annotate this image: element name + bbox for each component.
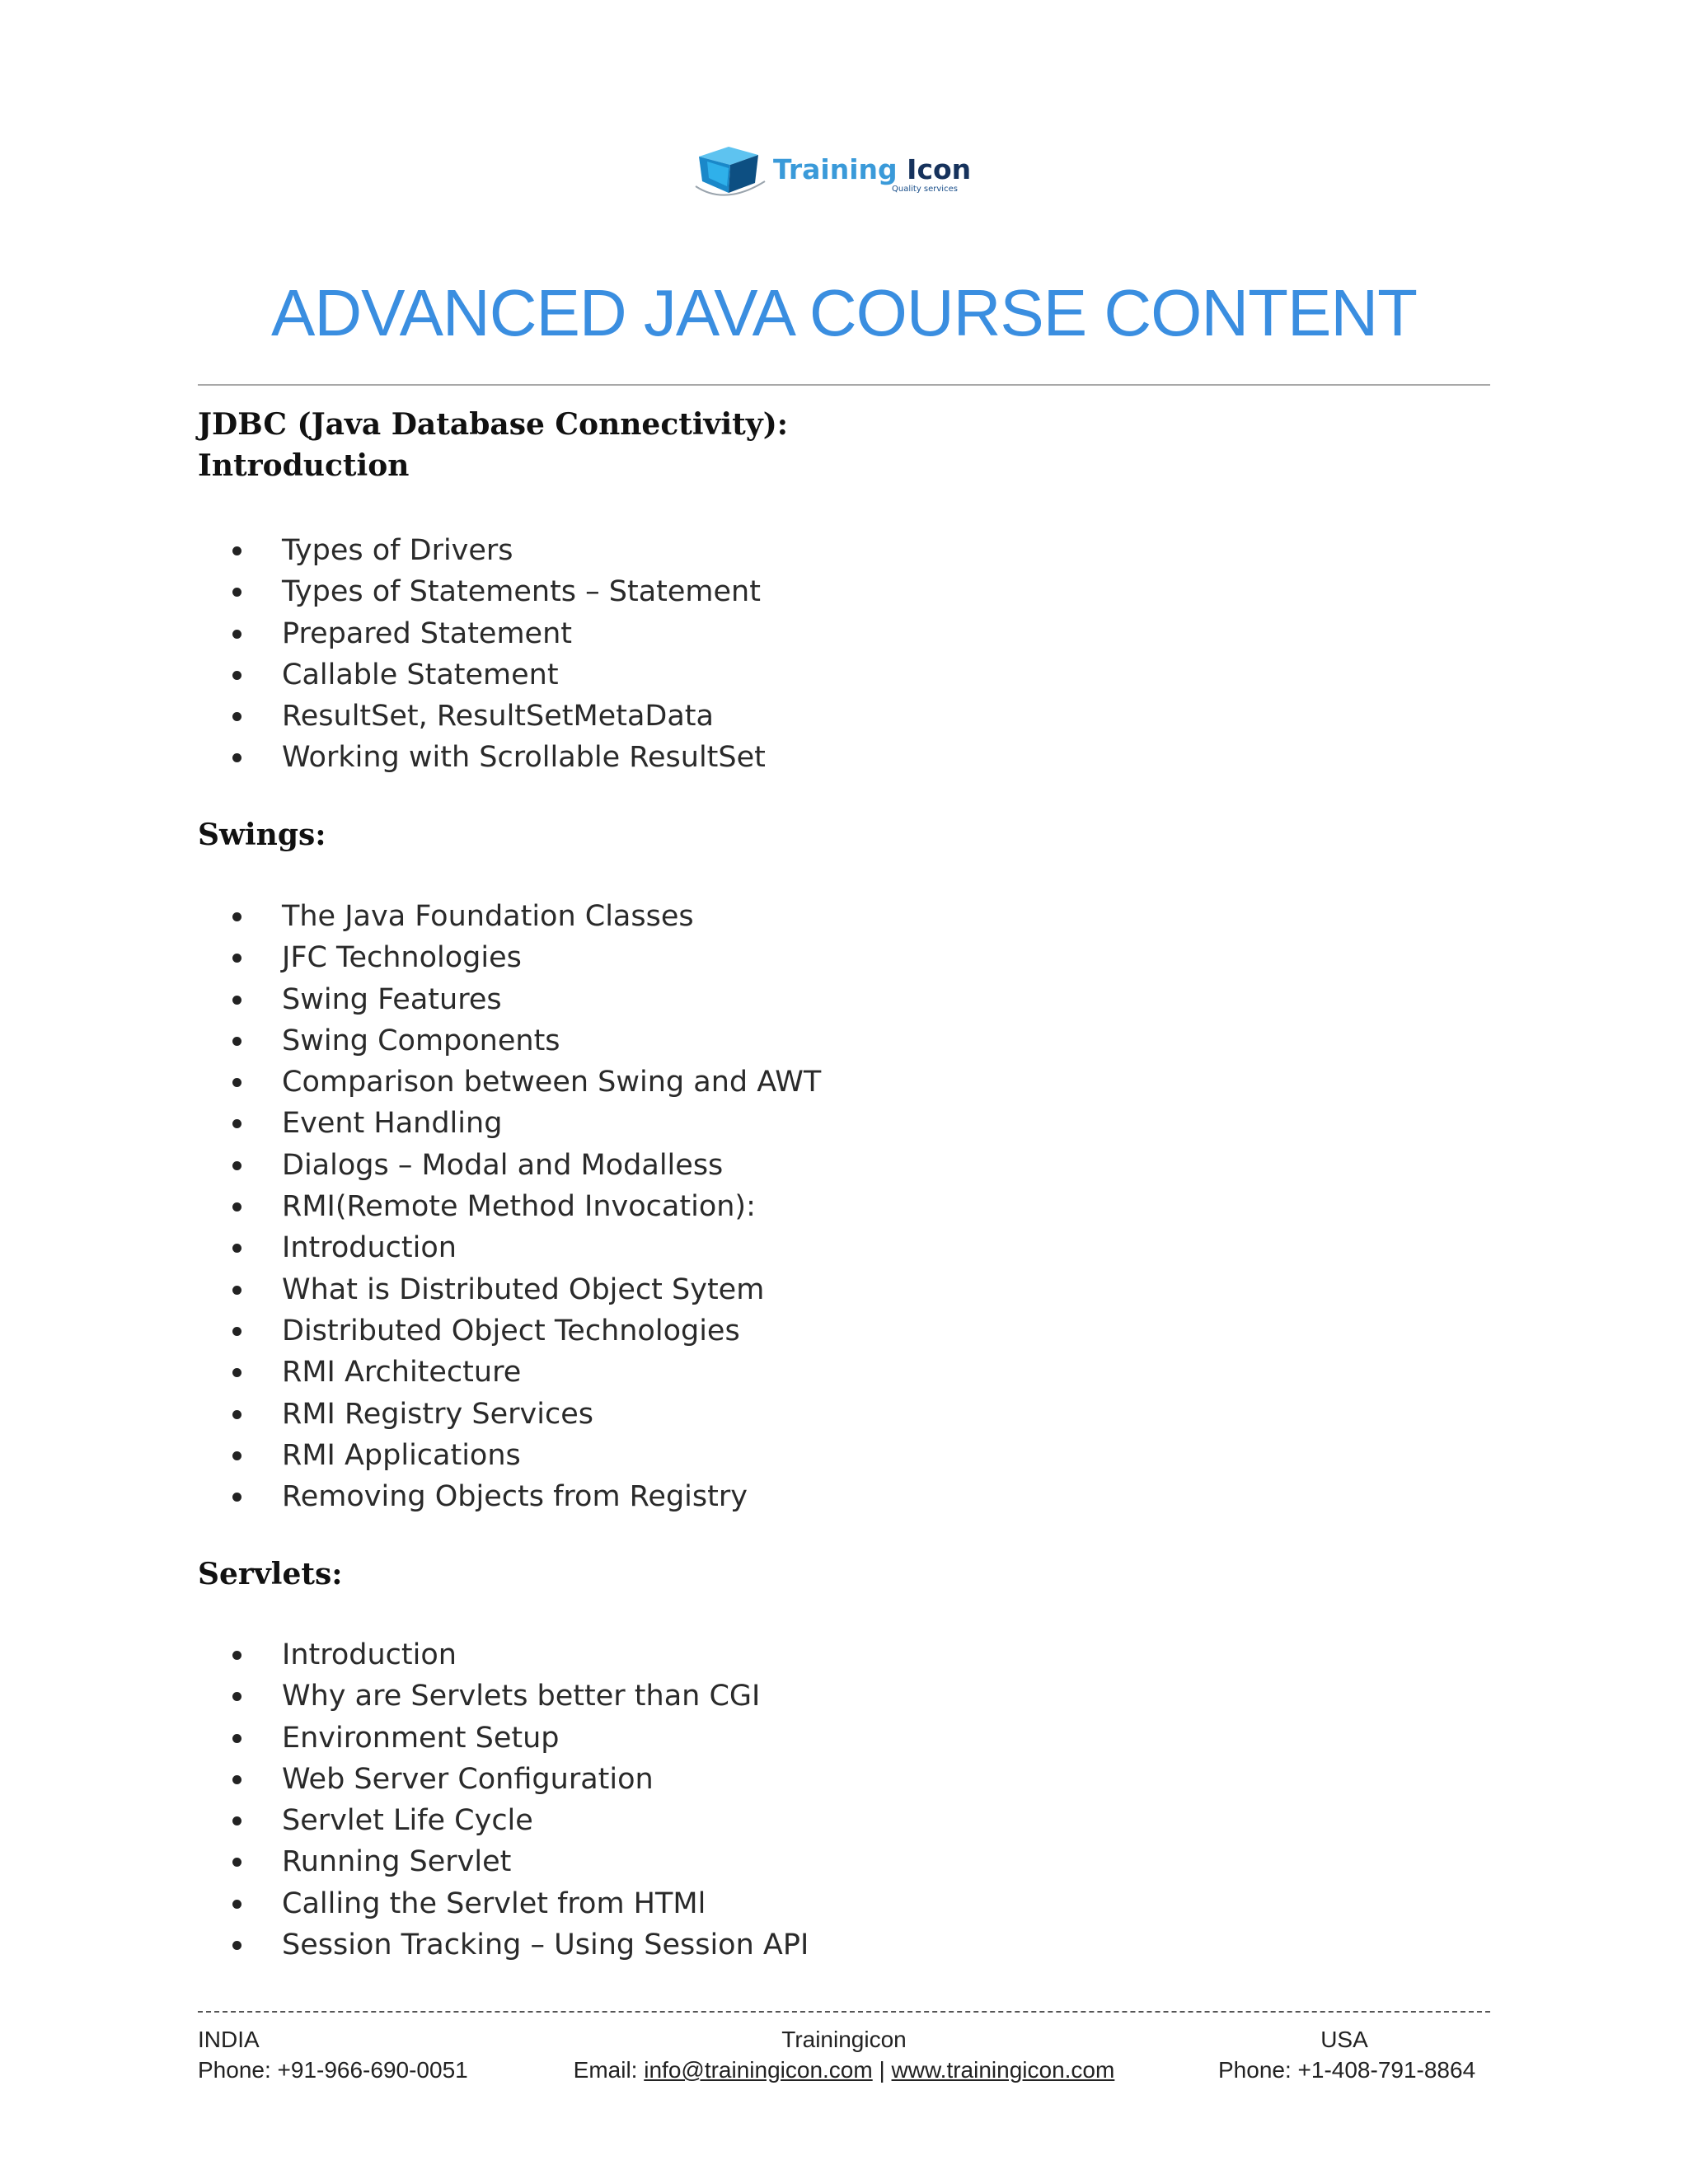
title-divider bbox=[198, 384, 1490, 386]
section-heading-line: Introduction bbox=[198, 448, 410, 483]
list-item-text: Introduction bbox=[282, 1231, 457, 1265]
logo-wordmark-training: Training bbox=[773, 153, 898, 185]
list-item-text: Calling the Servlet from HTMl bbox=[282, 1886, 706, 1920]
list-item-text: Session Tracking – Using Session API bbox=[282, 1929, 809, 1962]
bullet-icon bbox=[232, 671, 241, 680]
bullet-icon bbox=[232, 1119, 241, 1128]
list-item-text: Why are Servlets better than CGI bbox=[282, 1680, 761, 1713]
list-item-text: What is Distributed Object Sytem bbox=[282, 1272, 765, 1306]
bullet-icon bbox=[232, 1202, 241, 1212]
section-heading-swings bbox=[198, 814, 326, 855]
logo-wordmark bbox=[773, 153, 971, 185]
list-item-text: Servlet Life Cycle bbox=[282, 1804, 533, 1838]
list-item-text: Types of Statements – Statement bbox=[282, 575, 761, 609]
list-item-text: RMI Registry Services bbox=[282, 1397, 593, 1431]
list-item-text: Comparison between Swing and AWT bbox=[282, 1066, 822, 1099]
list-item-text: Swing Features bbox=[282, 982, 502, 1016]
bullet-icon bbox=[232, 1651, 241, 1660]
section-heading-jdbc bbox=[198, 404, 788, 486]
footer-phone: Phone: +1-408-791-8864 bbox=[1218, 2057, 1476, 2083]
bullet-icon bbox=[232, 996, 241, 1005]
section-heading-line: Swings: bbox=[198, 818, 326, 852]
list-item-text: Event Handling bbox=[282, 1107, 503, 1141]
bullet-icon bbox=[232, 1900, 241, 1909]
footer-website-link[interactable]: www.trainingicon.com bbox=[891, 2057, 1115, 2083]
footer-usa bbox=[1218, 2024, 1476, 2085]
bullet-icon bbox=[232, 912, 241, 921]
bullet-icon bbox=[232, 1410, 241, 1419]
list-item-text: Introduction bbox=[282, 1638, 457, 1671]
list-item-text: Dialogs – Modal and Modalless bbox=[282, 1148, 724, 1182]
list-item-text: Working with Scrollable ResultSet bbox=[282, 741, 766, 775]
list-item-text: Web Server Configuration bbox=[282, 1762, 654, 1796]
footer-company-name: Trainingicon bbox=[781, 2027, 907, 2052]
bullet-icon bbox=[232, 1161, 241, 1170]
list-item-text: Prepared Statement bbox=[282, 616, 572, 650]
bullet-icon bbox=[232, 1734, 241, 1743]
bullet-icon bbox=[232, 1037, 241, 1046]
section-heading-line: JDBC (Java Database Connectivity): bbox=[198, 407, 789, 442]
footer-divider bbox=[198, 2011, 1490, 2013]
bullet-icon bbox=[232, 1078, 241, 1087]
bullet-icon bbox=[232, 1775, 241, 1784]
bullet-icon bbox=[232, 954, 241, 963]
bullet-icon bbox=[232, 1286, 241, 1295]
page-title: ADVANCED JAVA COURSE CONTENT bbox=[271, 276, 1417, 349]
bullet-icon bbox=[232, 1941, 241, 1950]
bullet-icon bbox=[232, 753, 241, 762]
footer-email-label: Email: bbox=[573, 2057, 645, 2083]
list-item-text: Running Servlet bbox=[282, 1845, 512, 1879]
list-item-text: RMI Applications bbox=[282, 1438, 521, 1472]
logo-wordmark-icon: Icon bbox=[907, 153, 972, 185]
section-heading-servlets bbox=[198, 1554, 343, 1595]
bullet-icon bbox=[232, 630, 241, 639]
list-item-text: Removing Objects from Registry bbox=[282, 1480, 748, 1514]
bullet-icon bbox=[232, 1368, 241, 1377]
bullet-icon bbox=[232, 1692, 241, 1701]
list-item-text: Types of Drivers bbox=[282, 534, 513, 567]
list-item-text: Swing Components bbox=[282, 1024, 560, 1057]
footer-phone: Phone: +91-966-690-0051 bbox=[198, 2057, 468, 2083]
list-item-text: ResultSet, ResultSetMetaData bbox=[282, 700, 714, 733]
logo-tagline: Quality services bbox=[892, 185, 958, 194]
bullet-icon bbox=[232, 546, 241, 555]
list-item-text: RMI Architecture bbox=[282, 1356, 522, 1390]
list-item-text: Environment Setup bbox=[282, 1721, 560, 1755]
bullet-icon bbox=[232, 1451, 241, 1460]
bullet-icon bbox=[232, 712, 241, 721]
bullet-icon bbox=[232, 588, 241, 597]
bullet-icon bbox=[232, 1858, 241, 1867]
bullet-icon bbox=[232, 1244, 241, 1253]
bullet-icon bbox=[232, 1327, 241, 1336]
list-item-text: Distributed Object Technologies bbox=[282, 1314, 740, 1347]
bullet-icon bbox=[232, 1816, 241, 1825]
section-heading-line: Servlets: bbox=[198, 1557, 343, 1591]
list-item-text: JFC Technologies bbox=[282, 941, 522, 975]
footer-separator: | bbox=[872, 2057, 892, 2083]
list-item-text: Callable Statement bbox=[282, 658, 559, 691]
footer-country: INDIA bbox=[198, 2027, 260, 2052]
list-item-text: RMI(Remote Method Invocation): bbox=[282, 1190, 756, 1224]
list-item-text: The Java Foundation Classes bbox=[282, 900, 694, 933]
cube-logo-icon bbox=[692, 138, 771, 204]
footer-country: USA bbox=[1320, 2027, 1368, 2052]
bullet-icon bbox=[232, 1493, 241, 1502]
training-icon-logo bbox=[692, 138, 973, 204]
footer-email-link[interactable]: info@trainingicon.com bbox=[644, 2057, 873, 2083]
